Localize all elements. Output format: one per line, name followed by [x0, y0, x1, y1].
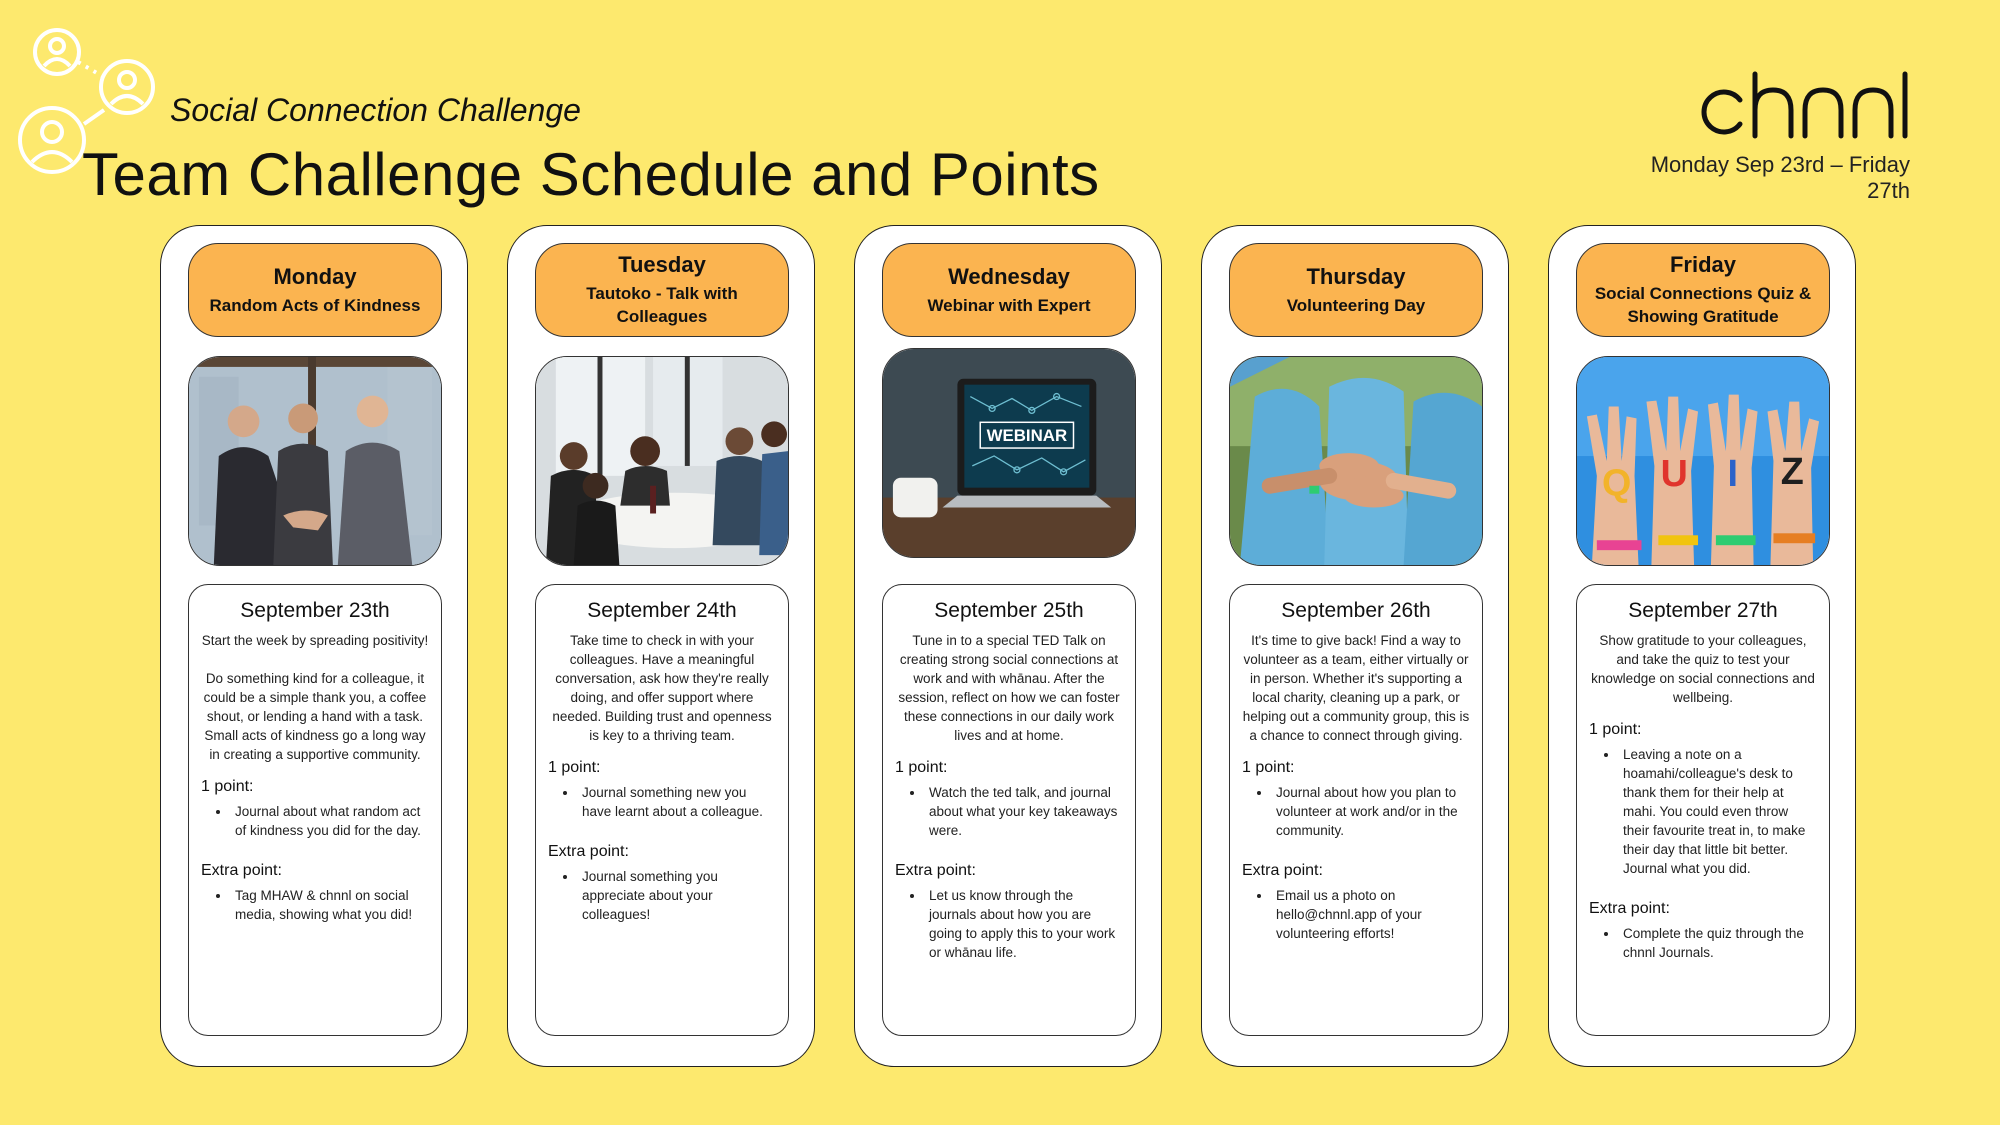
day-info-box — [188, 584, 442, 1036]
day-activity: Social Connections Quiz & Showing Gratitude — [1594, 284, 1812, 326]
quiz-letter-q: Q — [1602, 461, 1632, 504]
webinar-screen-text: WEBINAR — [986, 426, 1068, 446]
day-info-box — [535, 584, 789, 1036]
list-item: • Journal about what random act of kindness you did for the day. — [231, 802, 429, 840]
list-item: • Complete the quiz through the chnnl Journals. — [1619, 924, 1817, 962]
extra-point-list — [925, 886, 1123, 962]
one-point-label: 1 point: — [201, 778, 254, 795]
day-header-pill — [1229, 243, 1483, 337]
day-activity: Random Acts of Kindness — [209, 295, 421, 315]
challenge-subtitle: Social Connection Challenge — [170, 92, 581, 128]
extra-point-list — [1272, 886, 1470, 943]
list-item: • Let us know through the journals about how you are going to apply this to your work or whānau life. — [925, 886, 1123, 962]
day-header-pill — [188, 243, 442, 337]
list-item: • Leaving a note on a hoamahi/colleague's desk to thank them for their help at mahi. You could even throw their favourite treat in, to make their day that little bit better. Journal what you did. — [1619, 745, 1817, 878]
extra-point-label: Extra point: — [1589, 900, 1670, 917]
day-date: September 27th — [1628, 599, 1778, 622]
day-info-box — [882, 584, 1136, 1036]
one-point-label: 1 point: — [1242, 759, 1295, 776]
day-card-wednesday — [854, 225, 1162, 1067]
list-item: • Email us a photo on hello@chnnl.app of your volunteering efforts! — [1272, 886, 1470, 943]
extra-point-list — [1619, 924, 1817, 962]
laptop-webinar-photo — [882, 348, 1136, 558]
day-header-pill — [882, 243, 1136, 337]
day-card-thursday — [1201, 225, 1509, 1067]
one-point-list — [578, 783, 776, 821]
day-card-monday — [160, 225, 468, 1067]
extra-point-label: Extra point: — [895, 862, 976, 879]
quiz-letter-u: U — [1660, 451, 1688, 494]
quiz-letter-z: Z — [1780, 449, 1804, 492]
one-point-label: 1 point: — [548, 759, 601, 776]
extra-point-list — [231, 886, 429, 924]
day-name: Thursday — [1306, 263, 1406, 289]
day-name: Wednesday — [948, 263, 1070, 289]
day-description: Show gratitude to your colleagues, and take the quiz to test your knowledge on social connections and wellbeing. — [1591, 633, 1815, 705]
day-card-tuesday — [507, 225, 815, 1067]
day-info-box — [1576, 584, 1830, 1036]
day-header-pill — [1576, 243, 1830, 337]
day-date: September 24th — [587, 599, 737, 622]
list-item: • Journal about how you plan to volunteer at work and/or in the community. — [1272, 783, 1470, 840]
quiz-letter-i: I — [1727, 451, 1739, 494]
list-item: • Tag MHAW & chnnl on social media, showing what you did! — [231, 886, 429, 924]
day-name: Friday — [1669, 252, 1737, 277]
extra-point-label: Extra point: — [548, 843, 629, 860]
day-activity: Volunteering Day — [1286, 295, 1426, 315]
day-description: Start the week by spreading positivity! Do something kind for a colleague, it could be a simple thank you, a coffee shout, or lending a hand with a task. Small acts of kindness go a long way in creating a supportive community. — [201, 633, 429, 762]
day-description: Tune in to a special TED Talk on creating strong social connections at work and with whānau. After the session, reflect on how we can foster these connections in our daily work lives and at home. — [898, 633, 1120, 743]
one-point-label: 1 point: — [895, 759, 948, 776]
day-description: Take time to check in with your colleagues. Have a meaningful conversation, ask how they're really doing, and offer support where needed. Building trust and openness is key to a thriving team. — [552, 633, 772, 743]
challenge-dates: Monday Sep 23rd – Friday 27th — [1650, 152, 1910, 203]
day-date: September 26th — [1281, 599, 1431, 622]
day-activity: Tautoko - Talk with Colleagues — [586, 284, 738, 326]
day-info-box — [1229, 584, 1483, 1036]
extra-point-label: Extra point: — [1242, 862, 1323, 879]
day-description: It's time to give back! Find a way to volunteer as a team, either virtually or in person. Whether it's supporting a local charity, cleaning up a park, or helping out a community group, this is a chance to connect through giving. — [1242, 633, 1470, 743]
day-date: September 23th — [240, 599, 390, 622]
one-point-label: 1 point: — [1589, 721, 1642, 738]
list-item: • Journal something new you have learnt about a colleague. — [578, 783, 776, 821]
quiz-hands-photo — [1576, 356, 1830, 566]
day-card-friday — [1548, 225, 1856, 1067]
day-activity: Webinar with Expert — [927, 295, 1091, 315]
handshake-photo — [188, 356, 442, 566]
extra-point-list — [578, 867, 776, 924]
list-item: • Watch the ted talk, and journal about what your key takeaways were. — [925, 783, 1123, 840]
day-header-pill — [535, 243, 789, 337]
one-point-list — [925, 783, 1123, 840]
one-point-list — [231, 802, 429, 840]
volunteers-hands-photo — [1229, 356, 1483, 566]
chnnl-logo — [1700, 70, 1915, 140]
one-point-list — [1272, 783, 1470, 840]
day-date: September 25th — [934, 599, 1084, 622]
list-item: • Journal something you appreciate about your colleagues! — [578, 867, 776, 924]
one-point-list — [1619, 745, 1817, 878]
dinner-table-photo — [535, 356, 789, 566]
day-name: Tuesday — [618, 252, 706, 277]
day-name: Monday — [273, 263, 357, 289]
page-title: Team Challenge Schedule and Points — [82, 141, 1100, 208]
extra-point-label: Extra point: — [201, 862, 282, 879]
